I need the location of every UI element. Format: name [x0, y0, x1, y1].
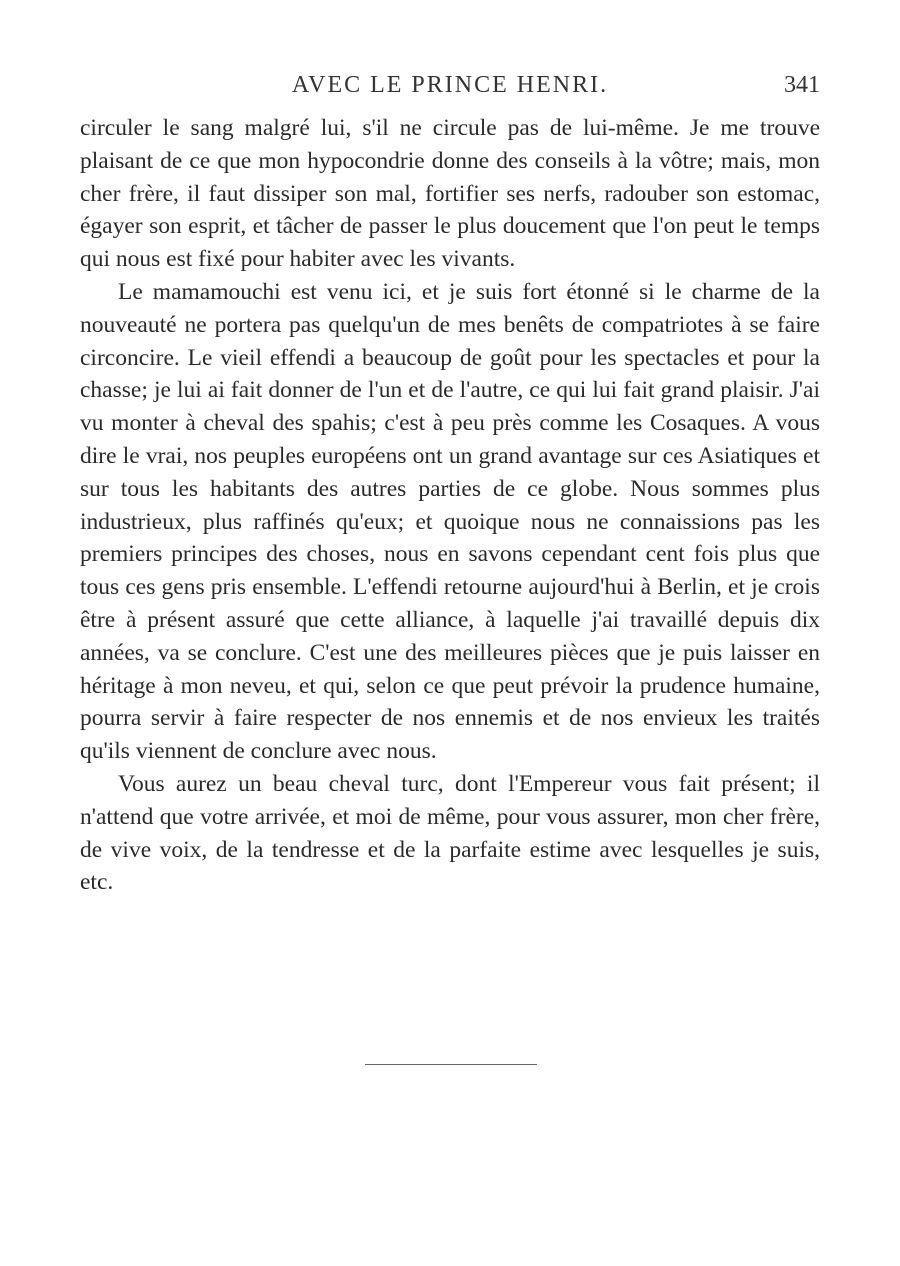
paragraph: Vous aurez un beau cheval turc, dont l'Empereur vous fait présent; il n'attend que votre arrivée, et moi de même, pour vous assurer, mon cher frère, de vive voix, de la tendresse et de la parfaite estime avec lesquelles je suis, etc. [80, 770, 820, 896]
paragraph: Le mamamouchi est venu ici, et je suis fort étonné si le charme de la nouveauté ne portera pas quelqu'un de mes benêts de compatriotes à se faire circoncire. Le vieil effendi a beaucoup de goût pour les spectacles et pour la chasse; je lui ai fait donner de l'un et de l'autre, ce qui lui fait grand plaisir. J'ai vu monter à cheval des spahis; c'est à peu près comme les Cosaques. A vous dire le vrai, nos peuples européens ont un grand avantage sur ces Asiatiques et sur tous les habitants des autres parties de ce globe. Nous sommes plus industrieux, plus raffinés qu'eux; et quoique nous ne connaissions pas les premiers principes des choses, nous en savons cependant cent fois plus que tous ces gens pris ensemble. L'effendi retourne aujourd'hui à Berlin, et je crois être à présent assuré que cette alliance, à laquelle j'ai travaillé depuis dix années, va se conclure. C'est une des meilleures pièces que je puis laisser en héritage à mon neveu, et qui, selon ce que peut prévoir la prudence humaine, pourra servir à faire respecter de nos ennemis et de nos envieux les traités qu'ils viennent de conclure avec nous. [80, 278, 820, 765]
running-title: AVEC LE PRINCE HENRI. [291, 72, 609, 98]
section-divider-rule [365, 1064, 537, 1065]
page-number: 341 [784, 72, 820, 98]
body-text [80, 112, 820, 899]
running-head [80, 72, 820, 104]
paragraph-continued: circuler le sang malgré lui, s'il ne circule pas de lui-même. Je me trouve plaisant de ce que mon hypocondrie donne des conseils à la vôtre; mais, mon cher frère, il faut dissiper son mal, fortifier ses nerfs, radouber son estomac, égayer son esprit, et tâcher de passer le plus doucement que l'on peut le temps qui nous est fixé pour habiter avec les vivants. [80, 115, 820, 273]
